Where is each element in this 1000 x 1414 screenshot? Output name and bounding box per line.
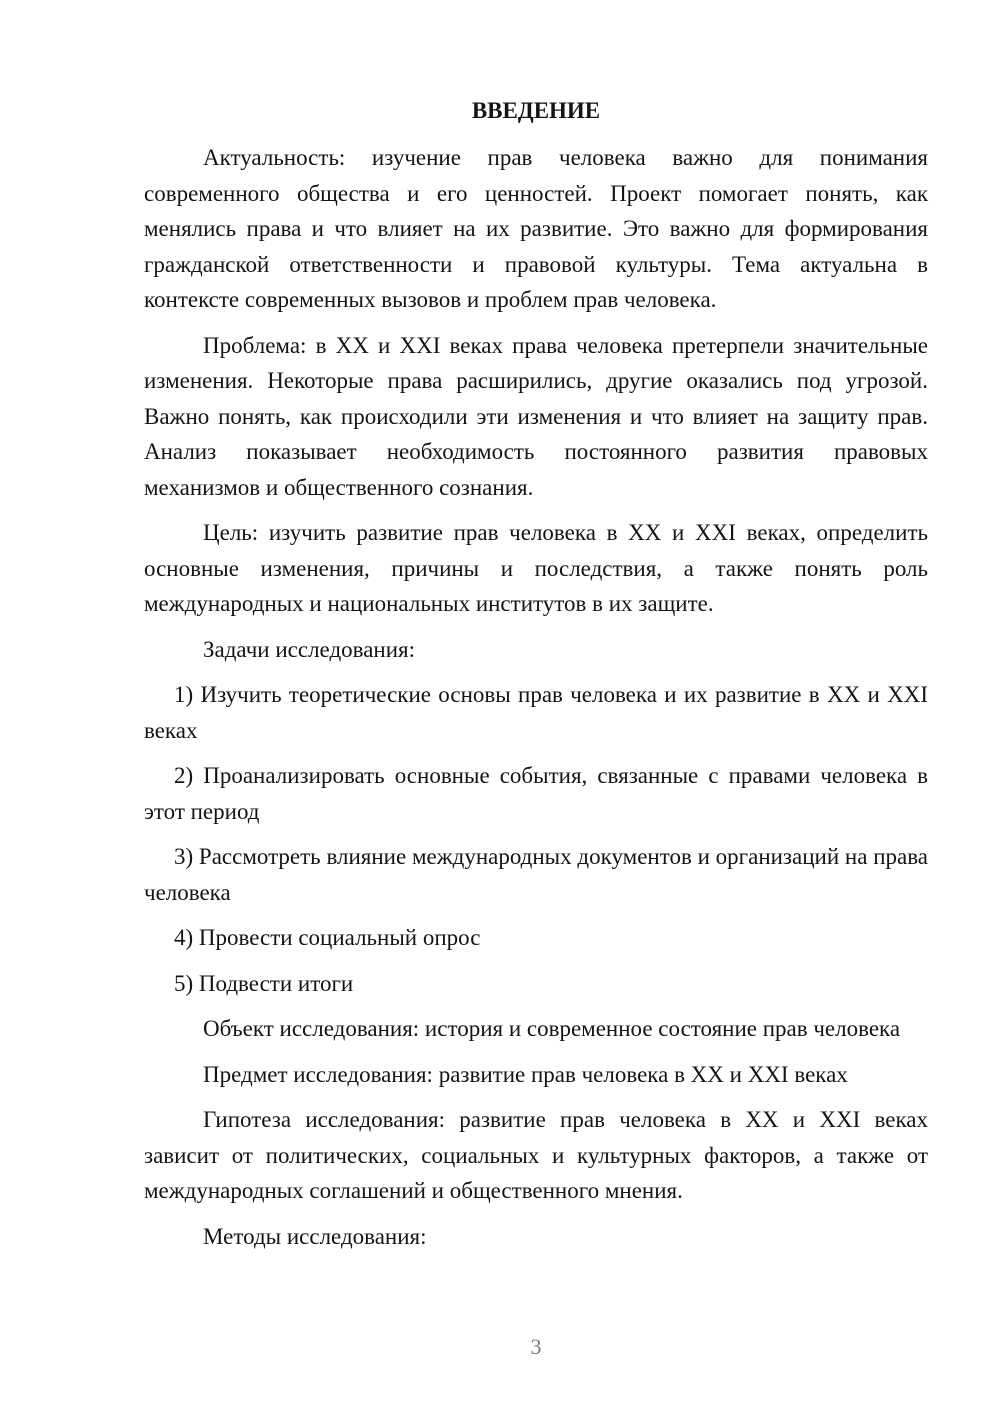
task-item-2: 2) Проанализировать основные события, связанные с правами человека в этот период xyxy=(144,763,928,824)
task-item-5: 5) Подвести итоги xyxy=(174,970,354,996)
task-item-3: 3) Рассмотреть влияние международных документов и организаций на права человека xyxy=(144,844,928,905)
page-content xyxy=(144,96,928,1264)
page-number: 3 xyxy=(530,1334,542,1359)
task-item-1: 1) Изучить теоретические основы прав человека и их развитие в XX и XXI веках xyxy=(144,682,928,743)
section-heading: ВВЕДЕНИЕ xyxy=(471,98,601,123)
methods-title: Методы исследования: xyxy=(203,1223,427,1249)
goal-paragraph: Цель: изучить развитие прав человека в XX и XXI веках, определить основные изменения, причины и последствия, а также понять роль международных и национальных институтов в их защите. xyxy=(144,520,928,616)
tasks-title: Задачи исследования: xyxy=(203,636,416,662)
problem-paragraph: Проблема: в XX и XXI веках права человека претерпели значительные изменения. Некоторые права расширились, другие оказались под угрозой. Важно понять, как происходили эти изменения и что влияет на защиту прав. Анализ показывает необходимость постоянного развития правовых механизмов и общественного сознания. xyxy=(144,332,928,500)
task-item-4: 4) Провести социальный опрос xyxy=(174,925,481,950)
relevance-paragraph: Актуальность: изучение прав человека важно для понимания современного общества и его ценностей. Проект помогает понять, как менялись права и что влияет на их развитие. Это важно для формирования гражданской ответственности и правовой культуры. Тема актуальна в контексте современных вызовов и проблем прав человека. xyxy=(144,145,928,312)
object-paragraph: Объект исследования: история и современное состояние прав человека xyxy=(203,1016,901,1041)
subject-paragraph: Предмет исследования: развитие прав человека в XX и XXI веках xyxy=(203,1061,848,1087)
hypothesis-paragraph: Гипотеза исследования: развитие прав человека в XX и XXI веках зависит от политических, социальных и культурных факторов, а также от международных соглашений и общественного мнения. xyxy=(144,1107,928,1203)
